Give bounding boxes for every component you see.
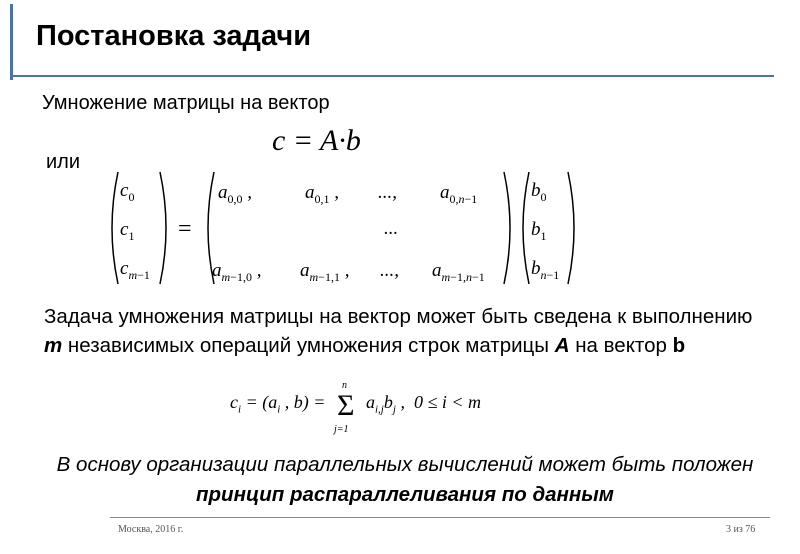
a-middle-dots: ... [384,218,399,239]
equals-sign: = [178,216,192,242]
right-paren-b [566,170,582,286]
subtitle: Умножение матрицы на вектор [42,92,330,114]
conclusion-text: В основу организации параллельных вычислений может быть положен [56,453,754,476]
sigma-symbol: Σ [337,389,355,422]
a-entry-0-dots: ..., [378,182,397,203]
task-m: m [44,334,63,357]
b-entry-0: $b_0$ [531,180,547,204]
footer-divider [110,517,770,518]
main-equation: c = A·b [272,124,361,157]
conclusion-bold: принцип распараллеливания по данным [196,483,614,506]
left-paren-c [104,170,120,286]
c-entry-1: $c_1$ [120,219,135,243]
task-paragraph [44,302,764,360]
a-entry-0-last: $a_{0,n-1}$ [440,182,478,206]
a-entry-last-last: $a_{m-1,n-1}$ [432,260,485,284]
a-entry-last-dots: ..., [380,260,399,281]
slide-title: Постановка задачи [36,20,312,52]
c-entry-0: $c_0$ [120,180,135,204]
footer-location: Москва, 2016 г. [118,524,184,535]
right-paren-c [158,170,174,286]
b-entry-last: $b_{n-1}$ [531,258,560,282]
a-entry-0-1: $a_{0,1}$ , [305,182,339,206]
title-accent-bar [10,4,13,80]
a-entry-last-1: $a_{m-1,1}$ , [300,260,350,284]
left-paren-b [515,170,531,286]
conclusion [40,450,770,510]
task-text-3: на вектор [569,334,673,357]
task-b: b [672,334,686,357]
sum-equation: $c_i = (a_i$ , b) = Σ n j=1 $a_{i,j}b_j$ , 0 ≤ i < m [230,380,481,435]
task-a: A [554,334,570,357]
page-counter: 3 из 76 [726,524,756,535]
title-underline [12,75,774,77]
b-entry-1: $b_1$ [531,219,547,243]
task-text-1: Задача умножения матрицы на вектор может быть сведена к выполнению [44,305,753,328]
a-entry-0-0: $a_{0,0}$ , [218,182,252,206]
a-entry-last-0: $a_{m-1,0}$ , [212,260,262,284]
c-entry-last: $c_{m-1}$ [120,258,150,282]
or-label: или [46,151,81,173]
task-text-2: независимых операций умножения строк матрицы [62,334,555,357]
